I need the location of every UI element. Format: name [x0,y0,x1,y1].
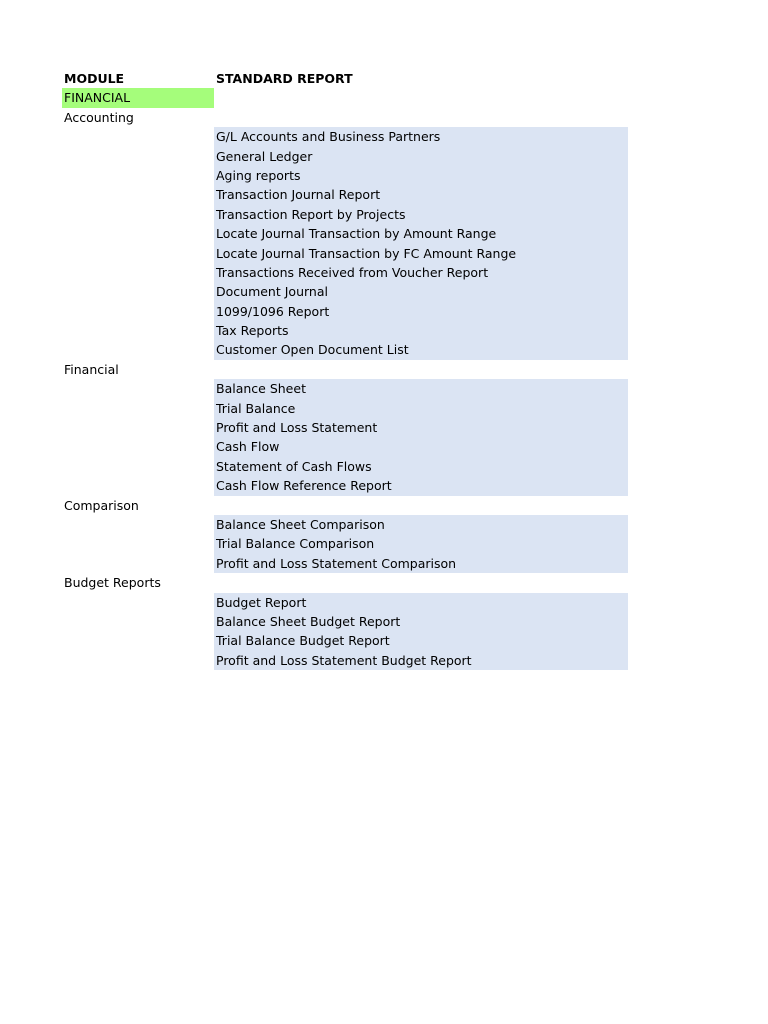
report-row [62,651,628,670]
report-name-cell: Customer Open Document List [214,340,628,359]
report-name-cell: 1099/1096 Report [214,302,628,321]
section-label: Comparison [64,497,139,513]
report-name-cell: Locate Journal Transaction by Amount Range [214,224,628,243]
sections-container [62,108,628,670]
report-name-cell: Profit and Loss Statement Budget Report [214,651,628,670]
empty-cell [214,360,628,379]
empty-cell [62,205,214,224]
report-name-cell: Tax Reports [214,321,628,340]
report-row [62,379,628,398]
report-name-cell: Trial Balance Comparison [214,534,628,553]
report-name-cell: Cash Flow [214,437,628,456]
report-row [62,418,628,437]
report-name-cell: Transactions Received from Voucher Report [214,263,628,282]
report-sheet [62,69,628,670]
report-name-cell: Balance Sheet Budget Report [214,612,628,631]
section-row [62,360,628,379]
report-name-cell: Balance Sheet [214,379,628,398]
report-name-cell: Document Journal [214,282,628,301]
report-name-cell: Trial Balance Budget Report [214,631,628,650]
report-name-cell: Profit and Loss Statement Comparison [214,554,628,573]
empty-cell [62,612,214,631]
empty-cell [214,573,628,592]
section-row [62,108,628,127]
empty-cell [62,185,214,204]
report-name-cell: Cash Flow Reference Report [214,476,628,495]
report-row [62,282,628,301]
report-row [62,437,628,456]
empty-cell [62,127,214,146]
report-row [62,302,628,321]
report-name-cell: Locate Journal Transaction by FC Amount Range [214,244,628,263]
empty-cell [62,321,214,340]
report-row [62,185,628,204]
report-row [62,205,628,224]
report-name-cell: Aging reports [214,166,628,185]
module-row [62,88,628,107]
report-name-cell: G/L Accounts and Business Partners [214,127,628,146]
empty-cell [62,554,214,573]
empty-cell [62,379,214,398]
report-row [62,476,628,495]
report-row [62,612,628,631]
empty-cell [62,244,214,263]
report-row [62,631,628,650]
section-row [62,573,628,592]
empty-cell [62,340,214,359]
empty-cell [62,147,214,166]
report-row [62,244,628,263]
section-label: Budget Reports [64,575,161,591]
empty-cell [62,437,214,456]
report-row [62,534,628,553]
empty-cell [62,534,214,553]
report-row [62,147,628,166]
report-row [62,515,628,534]
empty-cell [62,515,214,534]
empty-cell [62,302,214,321]
report-name-cell: Trial Balance [214,399,628,418]
section-label: Accounting [64,109,134,125]
report-row [62,457,628,476]
empty-cell [62,282,214,301]
empty-cell [62,593,214,612]
report-column-header: STANDARD REPORT [216,71,353,86]
report-row [62,224,628,243]
empty-cell [62,457,214,476]
report-name-cell: Transaction Report by Projects [214,205,628,224]
empty-cell [214,496,628,515]
report-name-cell: Budget Report [214,593,628,612]
report-row [62,399,628,418]
report-row [62,340,628,359]
module-column-header: MODULE [64,71,125,86]
section-label: Financial [64,361,119,377]
empty-cell [214,88,628,107]
empty-cell [62,399,214,418]
report-name-cell: General Ledger [214,147,628,166]
empty-cell [62,476,214,495]
empty-cell [214,108,628,127]
section-row [62,496,628,515]
report-name-cell: Transaction Journal Report [214,185,628,204]
empty-cell [62,224,214,243]
empty-cell [62,418,214,437]
report-row [62,554,628,573]
report-row [62,321,628,340]
empty-cell [62,651,214,670]
header-row [62,69,628,88]
empty-cell [62,631,214,650]
report-row [62,166,628,185]
report-name-cell: Statement of Cash Flows [214,457,628,476]
report-row [62,593,628,612]
report-row [62,263,628,282]
empty-cell [62,166,214,185]
module-name-cell: FINANCIAL [62,88,214,107]
report-row [62,127,628,146]
empty-cell [62,263,214,282]
report-name-cell: Profit and Loss Statement [214,418,628,437]
report-name-cell: Balance Sheet Comparison [214,515,628,534]
